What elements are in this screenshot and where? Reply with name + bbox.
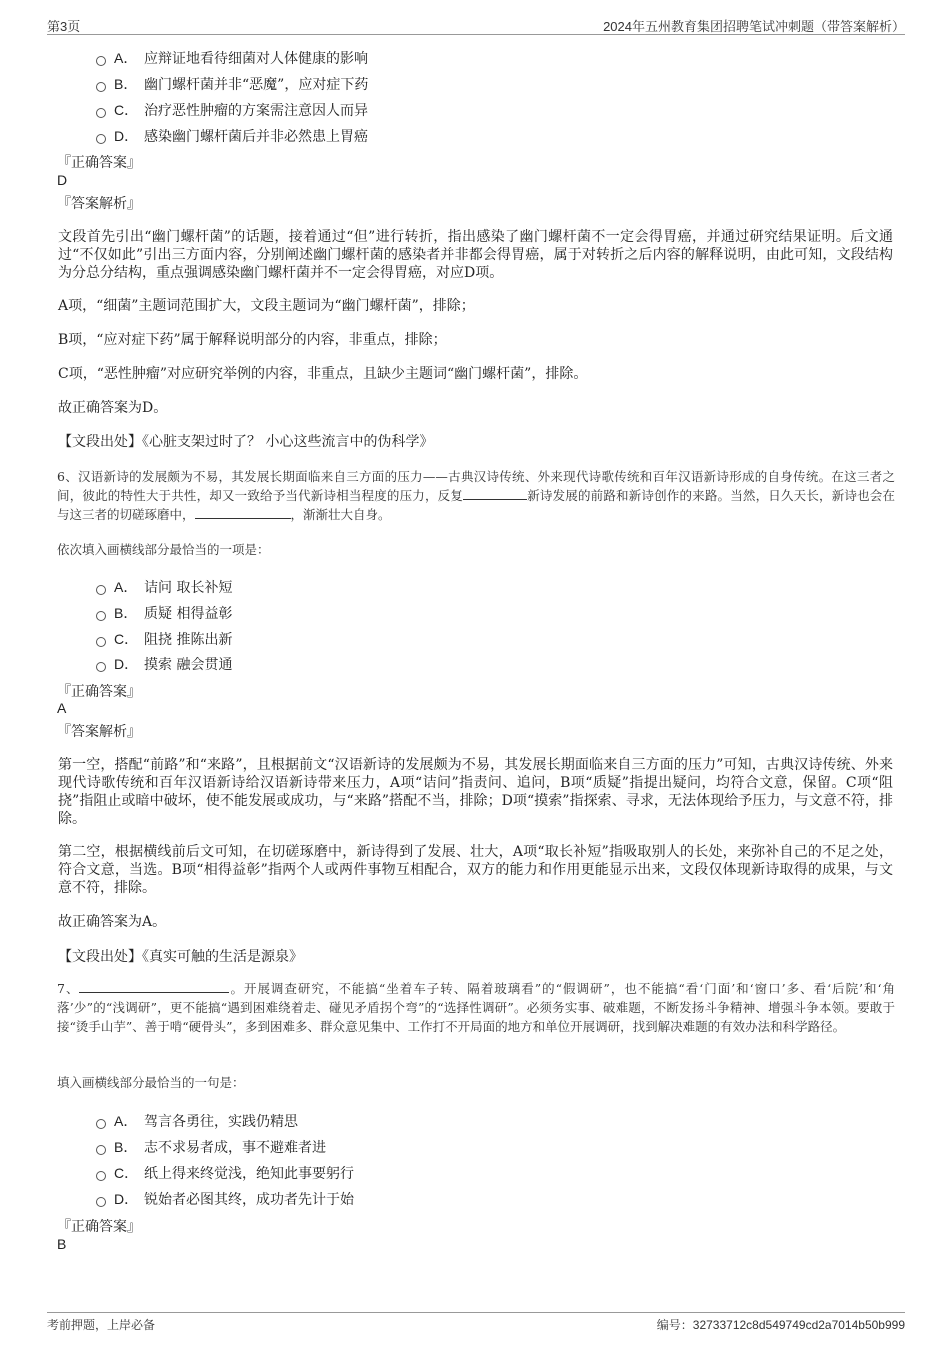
- q6-source: 【文段出处】《真实可触的生活是源泉》: [58, 949, 303, 965]
- q5-analysis-a: A项，“细菌”主题词范围扩大，文段主题词为“幽门螺杆菌”，排除；: [58, 298, 475, 314]
- q5-option-c[interactable]: C． 治疗恶性肿瘤的方案需注意因人而异: [96, 100, 368, 120]
- radio-icon[interactable]: [96, 1145, 106, 1155]
- document-code: 编号：32733712c8d549749cd2a7014b50b999: [656, 1318, 905, 1332]
- q5-source: 【文段出处】《心脏支架过时了？ 小心这些流言中的伪科学》: [58, 434, 434, 450]
- blank-1: [463, 487, 527, 500]
- radio-icon[interactable]: [96, 662, 106, 672]
- radio-icon[interactable]: [96, 108, 106, 118]
- q5-answer-label: 『正确答案』: [57, 155, 141, 171]
- radio-icon[interactable]: [96, 134, 106, 144]
- radio-icon[interactable]: [96, 82, 106, 92]
- q7-option-b[interactable]: B． 志不求易者成，事不避难者进: [96, 1137, 326, 1157]
- q6-analysis-label: 『答案解析』: [57, 724, 141, 740]
- q5-analysis-main: 文段首先引出“幽门螺杆菌”的话题，接着通过“但”进行转折，指出感染了幽门螺杆菌不一定会得胃癌，并通过研究结果证明。后文通过“不仅如此”引出三方面内容，分别阐述幽门螺杆菌的感染者并非都会得胃癌，属于对转折之后内容的解释说明，由此可知，文段结构为分总分结构，重点强调感染幽门螺杆菌并不一定会得胃癌，对应D项。: [58, 229, 893, 281]
- q6-option-c[interactable]: C． 阻挠 推陈出新: [96, 629, 232, 649]
- q5-analysis-c: C项，“恶性肿瘤”对应研究举例的内容，非重点，且缺少主题词“幽门螺杆菌”，排除。: [58, 366, 588, 382]
- q6-option-b[interactable]: B． 质疑 相得益彰: [96, 603, 232, 623]
- radio-icon[interactable]: [96, 637, 106, 647]
- blank-1: [79, 980, 229, 993]
- radio-icon[interactable]: [96, 611, 106, 621]
- q5-option-d[interactable]: D． 感染幽门螺杆菌后并非必然患上胃癌: [96, 126, 368, 146]
- radio-icon[interactable]: [96, 56, 106, 66]
- q6-answer-label: 『正确答案』: [57, 684, 141, 700]
- q6-stem: 6、汉语新诗的发展颇为不易，其发展长期面临来自三方面的压力——古典汉诗传统、外来现代诗歌传统和百年汉语新诗形成的自身传统。在这三者之间，彼此的特性大于共性，却又一致给予当代新诗相当程度的压力，反复 新诗发展的前路和新诗创作的来路。当然，日久天长，新诗也会在与这三者的切磋琢磨中， ，渐渐壮大自身。: [57, 469, 895, 522]
- document-title: 2024年五州教育集团招聘笔试冲刺题（带答案解析）: [603, 19, 905, 34]
- q7-prompt: 填入画横线部分最恰当的一句是：: [57, 1075, 245, 1090]
- q5-analysis-b: B项，“应对症下药”属于解释说明部分的内容，非重点，排除；: [58, 332, 447, 348]
- radio-icon[interactable]: [96, 1171, 106, 1181]
- footer-slogan: 考前押题，上岸必备: [47, 1318, 156, 1332]
- q6-analysis-first: 第一空，搭配“前路”和“来路”，且根据前文“汉语新诗的发展颇为不易，其发展长期面临来自三方面的压力”可知，古典汉诗传统、外来现代诗歌传统和百年汉语新诗给汉语新诗带来压力，A项“诘问”指责问、追问，B项“质疑”指提出疑问，均符合文意，保留。C项“阻挠”指阻止或暗中破坏，使不能发展或成功，与“来路”搭配不当，排除；D项“摸索”指探索、寻求，无法体现给予压力，与文意不符，排除。: [58, 757, 893, 827]
- q7-answer: B: [57, 1236, 67, 1252]
- radio-icon[interactable]: [96, 1197, 106, 1207]
- page-number: 第3页: [47, 19, 81, 34]
- page-footer: [47, 1312, 905, 1335]
- blank-2: [195, 506, 291, 519]
- q5-analysis-label: 『答案解析』: [57, 196, 141, 212]
- q5-answer: D: [57, 172, 68, 188]
- q6-prompt: 依次填入画横线部分最恰当的一项是：: [57, 542, 270, 557]
- q6-option-a[interactable]: A． 诘问 取长补短: [96, 577, 232, 597]
- q7-option-c[interactable]: C． 纸上得来终觉浅，绝知此事要躬行: [96, 1163, 354, 1183]
- q6-analysis-second: 第二空，根据横线前后文可知，在切磋琢磨中，新诗得到了发展、壮大，A项“取长补短”指吸取别人的长处，来弥补自己的不足之处，符合文意，当选。B项“相得益彰”指两个人或两件事物互相配合，双方的能力和作用更能显示出来，文段仅体现新诗取得的成果，与文意不符，排除。: [58, 844, 893, 896]
- radio-icon[interactable]: [96, 1119, 106, 1129]
- radio-icon[interactable]: [96, 585, 106, 595]
- q7-stem: 7、 。开展调查研究，不能搞“坐着车子转、隔着玻璃看”的“假调研”，也不能搞“看‘门面’和‘窗口’多、看‘后院’和‘角落’少”的“浅调研”，更不能搞“遇到困难绕着走、碰见矛盾拐个弯”的“选择性调研”。必须务实事、破难题，不断发扬斗争精神、增强斗争本领。要敢于接“烫手山芋”、善于啃“硬骨头”，多到困难多、群众意见集中、工作打不开局面的地方和单位开展调研，找到解决难题的有效办法和科学路径。: [57, 981, 895, 1034]
- q7-option-a[interactable]: A． 驾言各勇往，实践仍精思: [96, 1111, 298, 1131]
- q5-conclusion: 故正确答案为D。: [58, 400, 168, 416]
- q7-option-d[interactable]: D． 锐始者必图其终，成功者先计于始: [96, 1189, 354, 1209]
- q5-option-b[interactable]: B． 幽门螺杆菌并非“恶魔”，应对症下药: [96, 74, 368, 94]
- q6-option-d[interactable]: D． 摸索 融会贯通: [96, 654, 232, 674]
- q6-answer: A: [57, 700, 67, 716]
- q6-conclusion: 故正确答案为A。: [58, 914, 167, 930]
- q5-option-a[interactable]: A． 应辩证地看待细菌对人体健康的影响: [96, 48, 368, 68]
- q7-answer-label: 『正确答案』: [57, 1219, 141, 1235]
- page-header: [47, 14, 905, 35]
